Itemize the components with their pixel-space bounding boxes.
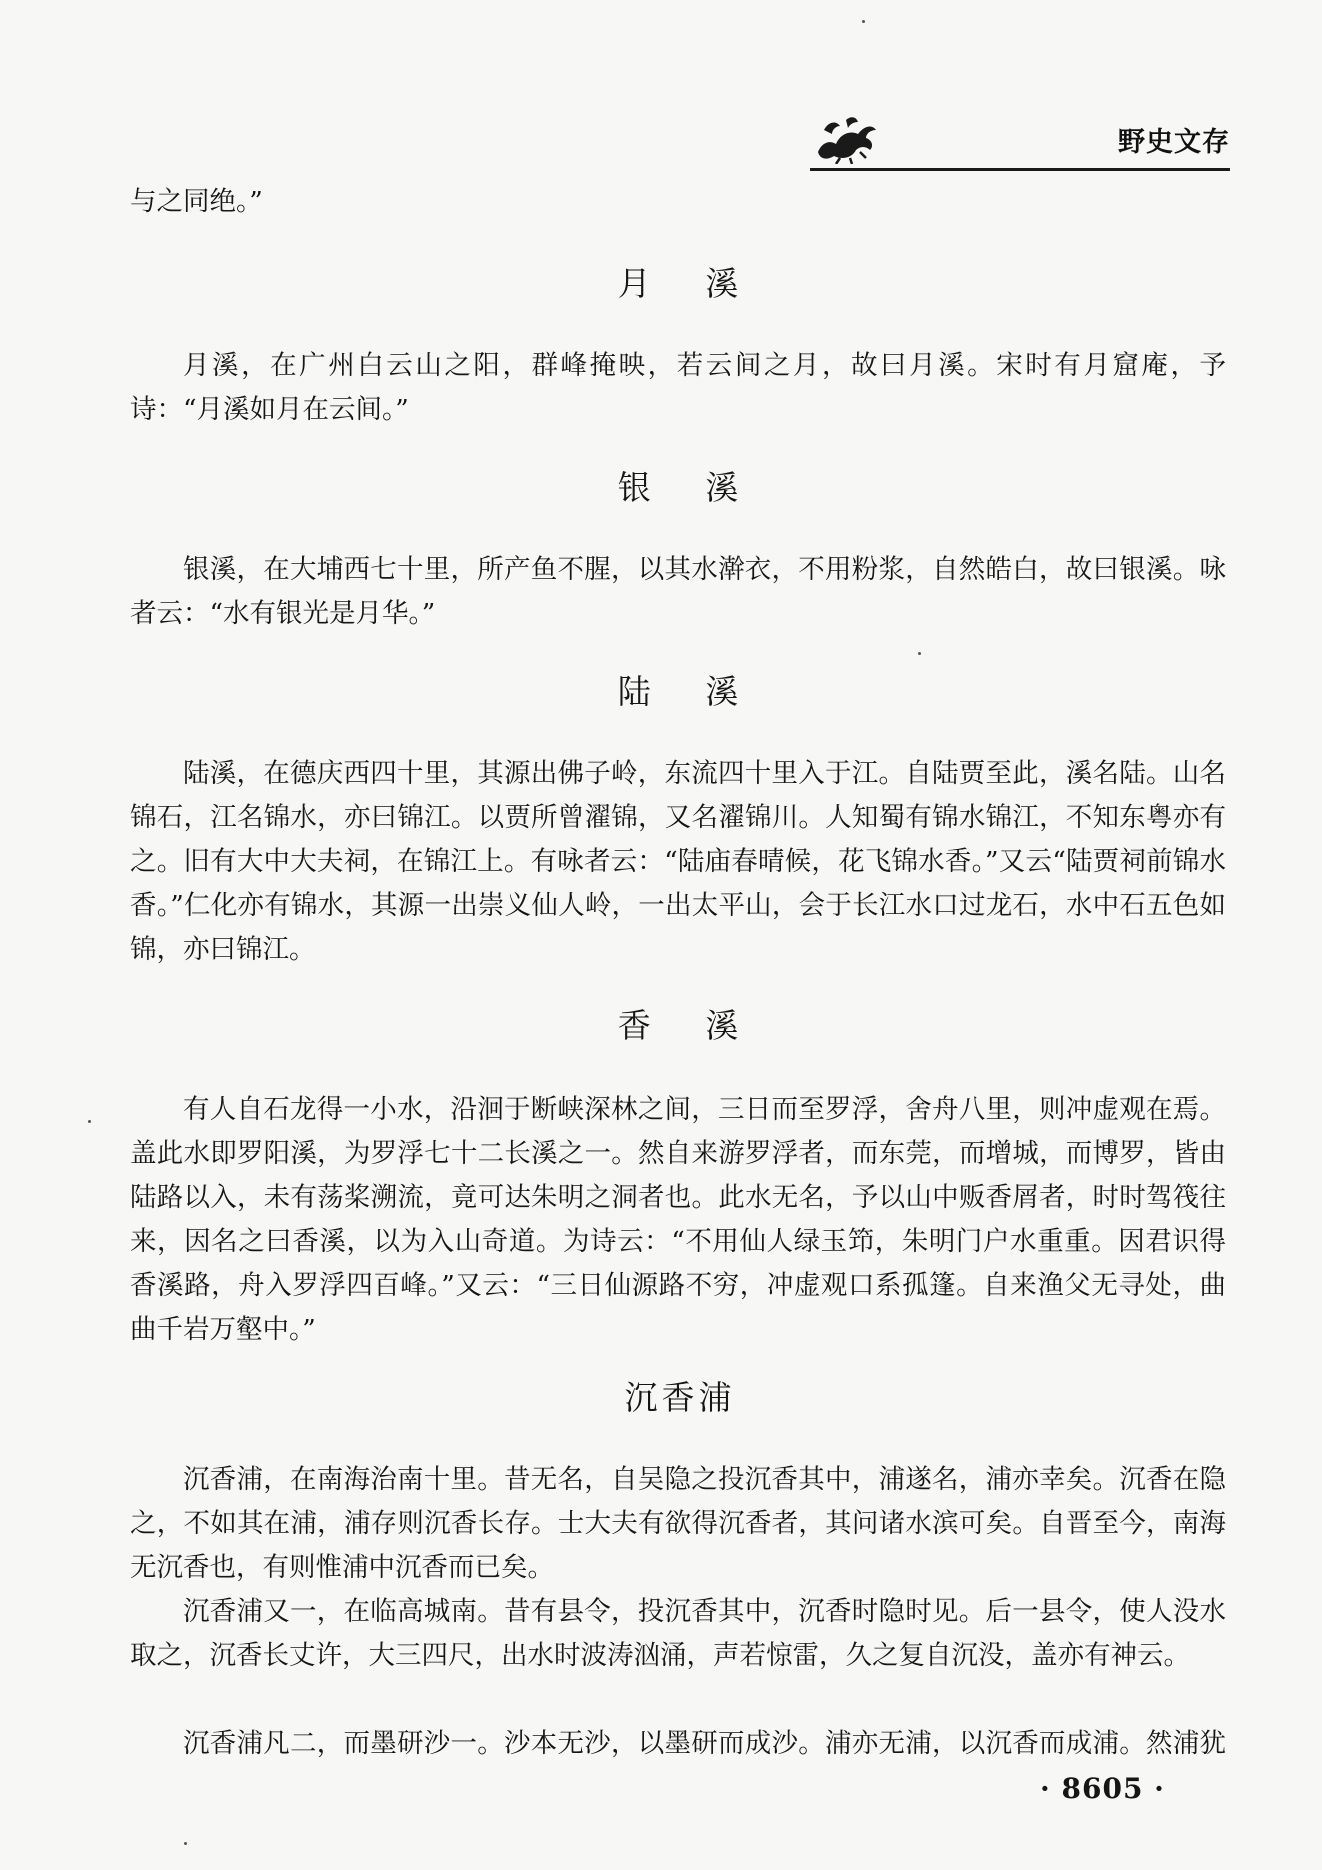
paragraph-chenxiangpu-2: 沉香浦又一，在临高城南。昔有县令，投沉香其中，沉香时隐时见。后一县令，使人没水取之，沉香长丈许，大三四尺，出水时波涛汹涌，声若惊雷，久之复自沉没，盖亦有神云。 bbox=[130, 1596, 1226, 1671]
scan-speck bbox=[184, 1842, 187, 1845]
scan-speck bbox=[88, 1120, 91, 1123]
header-rule bbox=[810, 168, 1230, 171]
paragraph-chenxiangpu-3: 沉香浦凡二，而墨研沙一。沙本无沙，以墨研而成沙。浦亦无浦，以沉香而成浦。然浦犹 bbox=[183, 1728, 1226, 1759]
section-heading-chenxiangpu: 沉香浦 bbox=[624, 1378, 736, 1417]
section-heading-luxi: 陆 溪 bbox=[617, 672, 761, 711]
paragraph-luxi: 陆溪，在德庆西四十里，其源出佛子岭，东流四十里入于江。自陆贾至此，溪名陆。山名锦石，江名锦水，亦曰锦江。以贾所曾濯锦，又名濯锦川。人知蜀有锦水锦江，不知东粤亦有之。旧有大中大夫祠，在锦江上。有咏者云：“陆庙春晴候，花飞锦水香。”又云“陆贾祠前锦水香。”仁化亦有锦水，其源一出崇义仙人岭，一出太平山，会于长江水口过龙石，水中石五色如锦，亦曰锦江。 bbox=[130, 758, 1226, 965]
paragraph-xiangxi: 有人自石龙得一小水，沿洄于断峡深林之间，三日而至罗浮，舍舟八里，则冲虚观在焉。盖此水即罗阳溪，为罗浮七十二长溪之一。然自来游罗浮者，而东莞，而增城，而博罗，皆由陆路以入，未有荡桨溯流，竟可达朱明之洞者也。此水无名，予以山中贩香屑者，时时驾筏往来，因名之曰香溪，以为入山奇道。为诗云：“不用仙人绿玉笻，朱明门户水重重。因君识得香溪路，舟入罗浮四百峰。”又云：“三日仙源路不穷，冲虚观口系孤篷。自来渔父无寻处，曲曲千岩万壑中。” bbox=[130, 1094, 1226, 1345]
section-heading-yinxi: 银 溪 bbox=[617, 468, 761, 507]
scan-speck bbox=[862, 20, 865, 23]
paragraph-yuexi: 月溪，在广州白云山之阳，群峰掩映，若云间之月，故曰月溪。宋时有月窟庵，予诗：“月溪如月在云间。” bbox=[130, 350, 1226, 425]
paragraph-chenxiangpu-1: 沉香浦，在南海治南十里。昔无名，自吴隐之投沉香其中，浦遂名，浦亦幸矣。沉香在隐之，不如其在浦，浦存则沉香长存。士大夫有欲得沉香者，其问诸水滨可矣。自晋至今，南海无沉香也，有则惟浦中沉香而已矣。 bbox=[130, 1464, 1226, 1583]
section-heading-xiangxi: 香 溪 bbox=[617, 1006, 761, 1045]
running-header-title: 野史文存 bbox=[1118, 127, 1230, 158]
section-heading-yuexi: 月 溪 bbox=[617, 264, 761, 303]
scan-speck bbox=[918, 652, 921, 655]
paragraph-yinxi: 银溪，在大埔西七十里，所产鱼不腥，以其水澣衣，不用粉浆，自然皓白，故曰银溪。咏者云：“水有银光是月华。” bbox=[130, 554, 1226, 629]
continuation-text: 与之同绝。” bbox=[130, 186, 263, 217]
dragon-emblem-icon bbox=[810, 112, 880, 164]
running-header bbox=[810, 108, 1230, 170]
page-number: · 8605 · bbox=[1040, 1772, 1165, 1805]
